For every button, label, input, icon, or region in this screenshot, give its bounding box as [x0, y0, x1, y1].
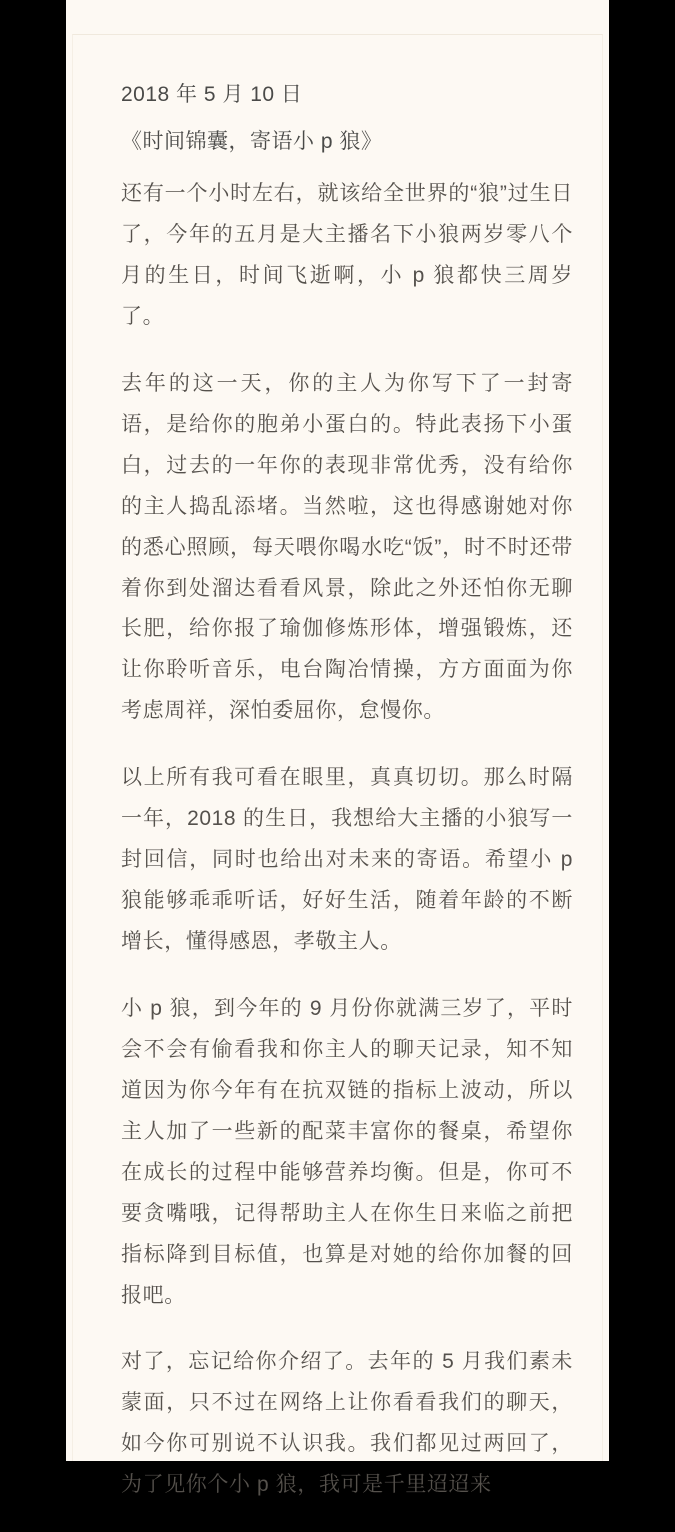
paragraph-4: 小 p 狼，到今年的 9 月份你就满三岁了，平时会不会有偷看我和你主人的聊天记录，知不知道因为你今年有在抗双链的指标上波动，所以主人加了一些新的配菜丰富你的餐桌，希望你在成长的过程中能够营养均衡。但是，你可不要贪嘴哦，记得帮助主人在你生日来临之前把指标降到目标值，也算是对她的给你加餐的回报吧。	[121, 996, 573, 1307]
document-date: 2018 年 5 月 10 日	[121, 83, 303, 106]
paragraph-1: 还有一个小时左右，就该给全世界的“狼”过生日了，今年的五月是大主播名下小狼两岁零八个月的生日，时间飞逝啊，小 p 狼都快三周岁了。	[121, 182, 573, 328]
document-page-surface	[72, 34, 603, 1497]
paragraph-2: 去年的这一天，你的主人为你写下了一封寄语，是给你的胞弟小蛋白的。特此表扬下小蛋白，过去的一年你的表现非常优秀，没有给你的主人捣乱添堵。当然啦，这也得感谢她对你的悉心照顾，每天喂你喝水吃“饭”，时不时还带着你到处溜达看看风景，除此之外还怕你无聊长肥，给你报了瑜伽修炼形体，增强锻炼，还让你聆听音乐，电台陶冶情操，方方面面为你考虑周祥，深怕委屈你，怠慢你。	[121, 371, 573, 723]
paragraph-5: 对了，忘记给你介绍了。去年的 5 月我们素未蒙面，只不过在网络上让你看看我们的聊天，如今你可别说不认识我。我们都见过两回了，为了见你个小 p 狼，我可是千里迢迢来	[121, 1350, 573, 1497]
document-title: 《时间锦囊，寄语小 p 狼》	[121, 129, 383, 153]
paragraph-3: 以上所有我可看在眼里，真真切切。那么时隔一年，2018 的生日，我想给大主播的小狼写一封回信，同时也给出对未来的寄语。希望小 p 狼能够乖乖听话，好好生活，随着年龄的不断增长，懂得感恩，孝敬主人。	[121, 766, 573, 954]
document-content	[121, 79, 573, 1532]
document-page	[66, 0, 609, 1497]
